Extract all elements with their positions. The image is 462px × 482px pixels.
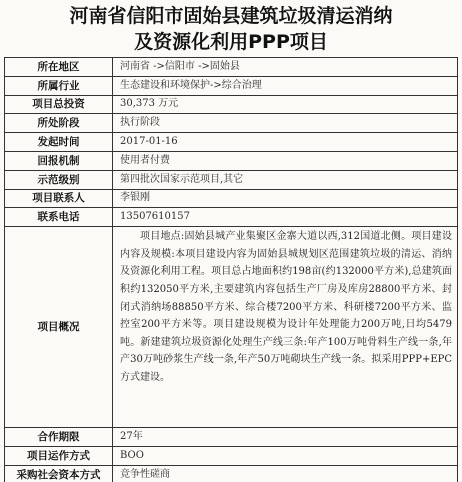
overview-text: 项目地点:固始县城产业集聚区金寨大道以西,312国道北侧。项目建设内容及规模:本项目建设内容为固始县城规划区范围建筑垃圾的清运、消纳及资源化利用工程。项目总占地面积约198亩(约132000平方米),总建筑面积约132050平方米,主要建筑内容包括生产厂房及库房28800平方米、封闭式消纳场88850平方米、综合楼7200平方米、科研楼7200平方米、监控室200平方米等。项目建设规模为设计年处理能力200万吨,日均5479吨。新建建筑垃圾资源化处理生产线三条:年产100万吨骨料生产线一条,年产30万吨砂浆生产线一条,年产50万吨砌块生产线一条。拟采用PPP+EPC方式建设。 <box>120 231 452 383</box>
table-row <box>5 95 458 114</box>
row-label: 项目运作方式 <box>5 446 113 465</box>
table-row <box>5 189 458 208</box>
table-row <box>5 133 458 152</box>
row-label: 发起时间 <box>5 133 113 152</box>
table-row <box>5 114 458 133</box>
table-row <box>5 465 458 482</box>
row-label: 所处阶段 <box>5 114 113 133</box>
row-value: 生态建设和环境保护->综合治理 <box>113 76 458 95</box>
row-label: 项目总投资 <box>5 95 113 114</box>
table-row-overview <box>5 227 458 428</box>
title-line-1: 河南省信阳市固始县建筑垃圾清运消纳 <box>69 5 393 27</box>
row-value: 使用者付费 <box>113 151 458 170</box>
project-info-table <box>4 57 458 482</box>
table-row <box>5 446 458 465</box>
row-value: 27年 <box>113 428 458 447</box>
title-line-2: 及资源化利用PPP项目 <box>134 31 328 53</box>
row-value: 2017-01-16 <box>113 133 458 152</box>
overview-cell <box>113 227 458 428</box>
row-label: 所属行业 <box>5 76 113 95</box>
row-label: 合作期限 <box>5 428 113 447</box>
row-value: 30,373 万元 <box>113 95 458 114</box>
row-label: 回报机制 <box>5 151 113 170</box>
document-title <box>0 0 462 56</box>
row-value: BOO <box>113 446 458 465</box>
row-label: 示范级别 <box>5 170 113 189</box>
table-row <box>5 58 458 77</box>
row-label: 所在地区 <box>5 58 113 77</box>
row-value: 河南省 ->信阳市 ->固始县 <box>113 58 458 77</box>
table-row <box>5 151 458 170</box>
row-value: 李银刚 <box>113 189 458 208</box>
table-row <box>5 208 458 227</box>
row-label: 联系电话 <box>5 208 113 227</box>
row-value: 执行阶段 <box>113 114 458 133</box>
row-label: 项目联系人 <box>5 189 113 208</box>
table-row <box>5 428 458 447</box>
row-value: 竞争性磋商 <box>113 465 458 482</box>
row-value: 第四批次国家示范项目,其它 <box>113 170 458 189</box>
table-row <box>5 76 458 95</box>
table-row <box>5 170 458 189</box>
row-value: 13507610157 <box>113 208 458 227</box>
row-label: 采购社会资本方式 <box>5 465 113 482</box>
overview-label: 项目概况 <box>5 227 113 428</box>
